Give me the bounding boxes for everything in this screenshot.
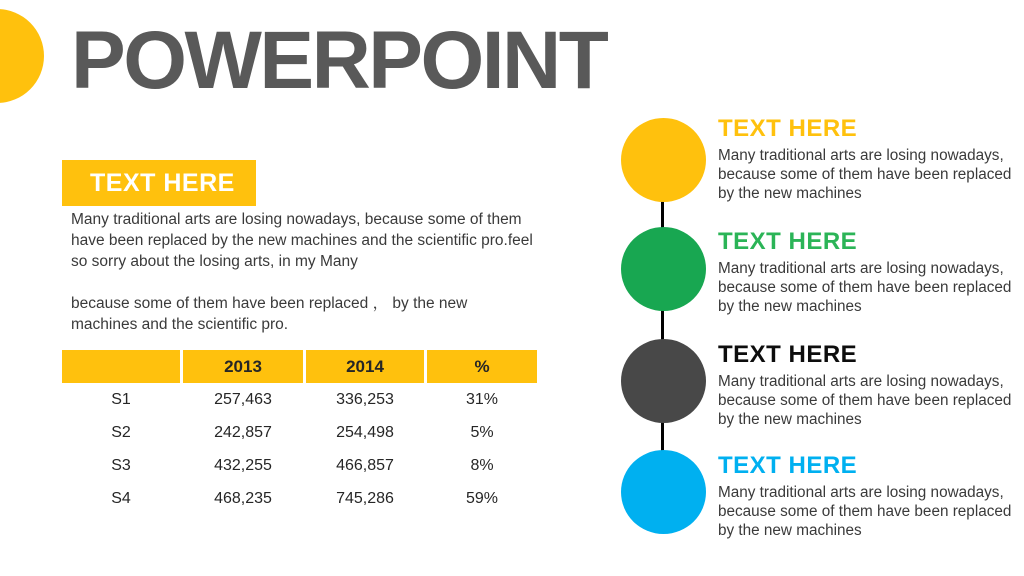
timeline-item-text: Many traditional arts are losing nowadays, because some of them have been replaced by the new machines bbox=[718, 483, 1012, 539]
timeline-item-text: Many traditional arts are losing nowadays, because some of them have been replaced by the new machines bbox=[718, 372, 1012, 428]
value-2013: 242,857 bbox=[214, 423, 272, 441]
timeline-item bbox=[718, 341, 1014, 429]
row-label: S4 bbox=[111, 489, 131, 507]
timeline-connector-line bbox=[661, 160, 664, 492]
value-2014: 466,857 bbox=[336, 456, 394, 474]
timeline-item-heading: TEXT HERE bbox=[718, 228, 858, 255]
timeline-marker-circle bbox=[621, 118, 706, 202]
timeline-item-heading: TEXT HERE bbox=[718, 452, 858, 479]
table-header-2014: 2014 bbox=[306, 350, 424, 383]
timeline-item bbox=[718, 228, 1014, 316]
value-2014: 745,286 bbox=[336, 489, 394, 507]
timeline-item-text: Many traditional arts are losing nowadays, because some of them have been replaced by the new machines bbox=[718, 146, 1012, 202]
timeline-item-heading: TEXT HERE bbox=[718, 115, 858, 142]
timeline-item-heading: TEXT HERE bbox=[718, 341, 858, 368]
section-label: TEXT HERE bbox=[90, 169, 235, 197]
timeline-item-text: Many traditional arts are losing nowadays, because some of them have been replaced by the new machines bbox=[718, 259, 1012, 315]
value-2013: 468,235 bbox=[214, 489, 272, 507]
intro-paragraph-1: Many traditional arts are losing nowadays, because some of them have been replaced by the new machines and the scientific pro.feel so sorry about the losing arts, in my Many bbox=[71, 211, 533, 270]
row-label: S2 bbox=[111, 423, 131, 441]
row-label: S1 bbox=[111, 390, 131, 408]
value-percent: 31% bbox=[465, 390, 499, 408]
slide-title: POWERPOINT bbox=[71, 15, 607, 106]
row-label: S3 bbox=[111, 456, 131, 474]
timeline-marker-circle bbox=[621, 339, 706, 423]
value-2013: 432,255 bbox=[214, 456, 272, 474]
value-2014: 336,253 bbox=[336, 390, 394, 408]
timeline-item bbox=[718, 115, 1014, 203]
value-2013: 257,463 bbox=[214, 390, 272, 408]
value-2014: 254,498 bbox=[336, 423, 394, 441]
intro-paragraph-2: because some of them have been replaced ， by the new machines and the scientific pro. bbox=[71, 295, 468, 333]
timeline-marker-circle bbox=[621, 450, 706, 534]
table-header-2013: 2013 bbox=[183, 350, 303, 383]
table-header-percent: % bbox=[427, 350, 537, 383]
timeline-item bbox=[718, 452, 1014, 540]
value-percent: 8% bbox=[470, 456, 494, 474]
value-percent: 59% bbox=[465, 489, 499, 507]
value-percent: 5% bbox=[470, 423, 494, 441]
timeline-marker-circle bbox=[621, 227, 706, 311]
